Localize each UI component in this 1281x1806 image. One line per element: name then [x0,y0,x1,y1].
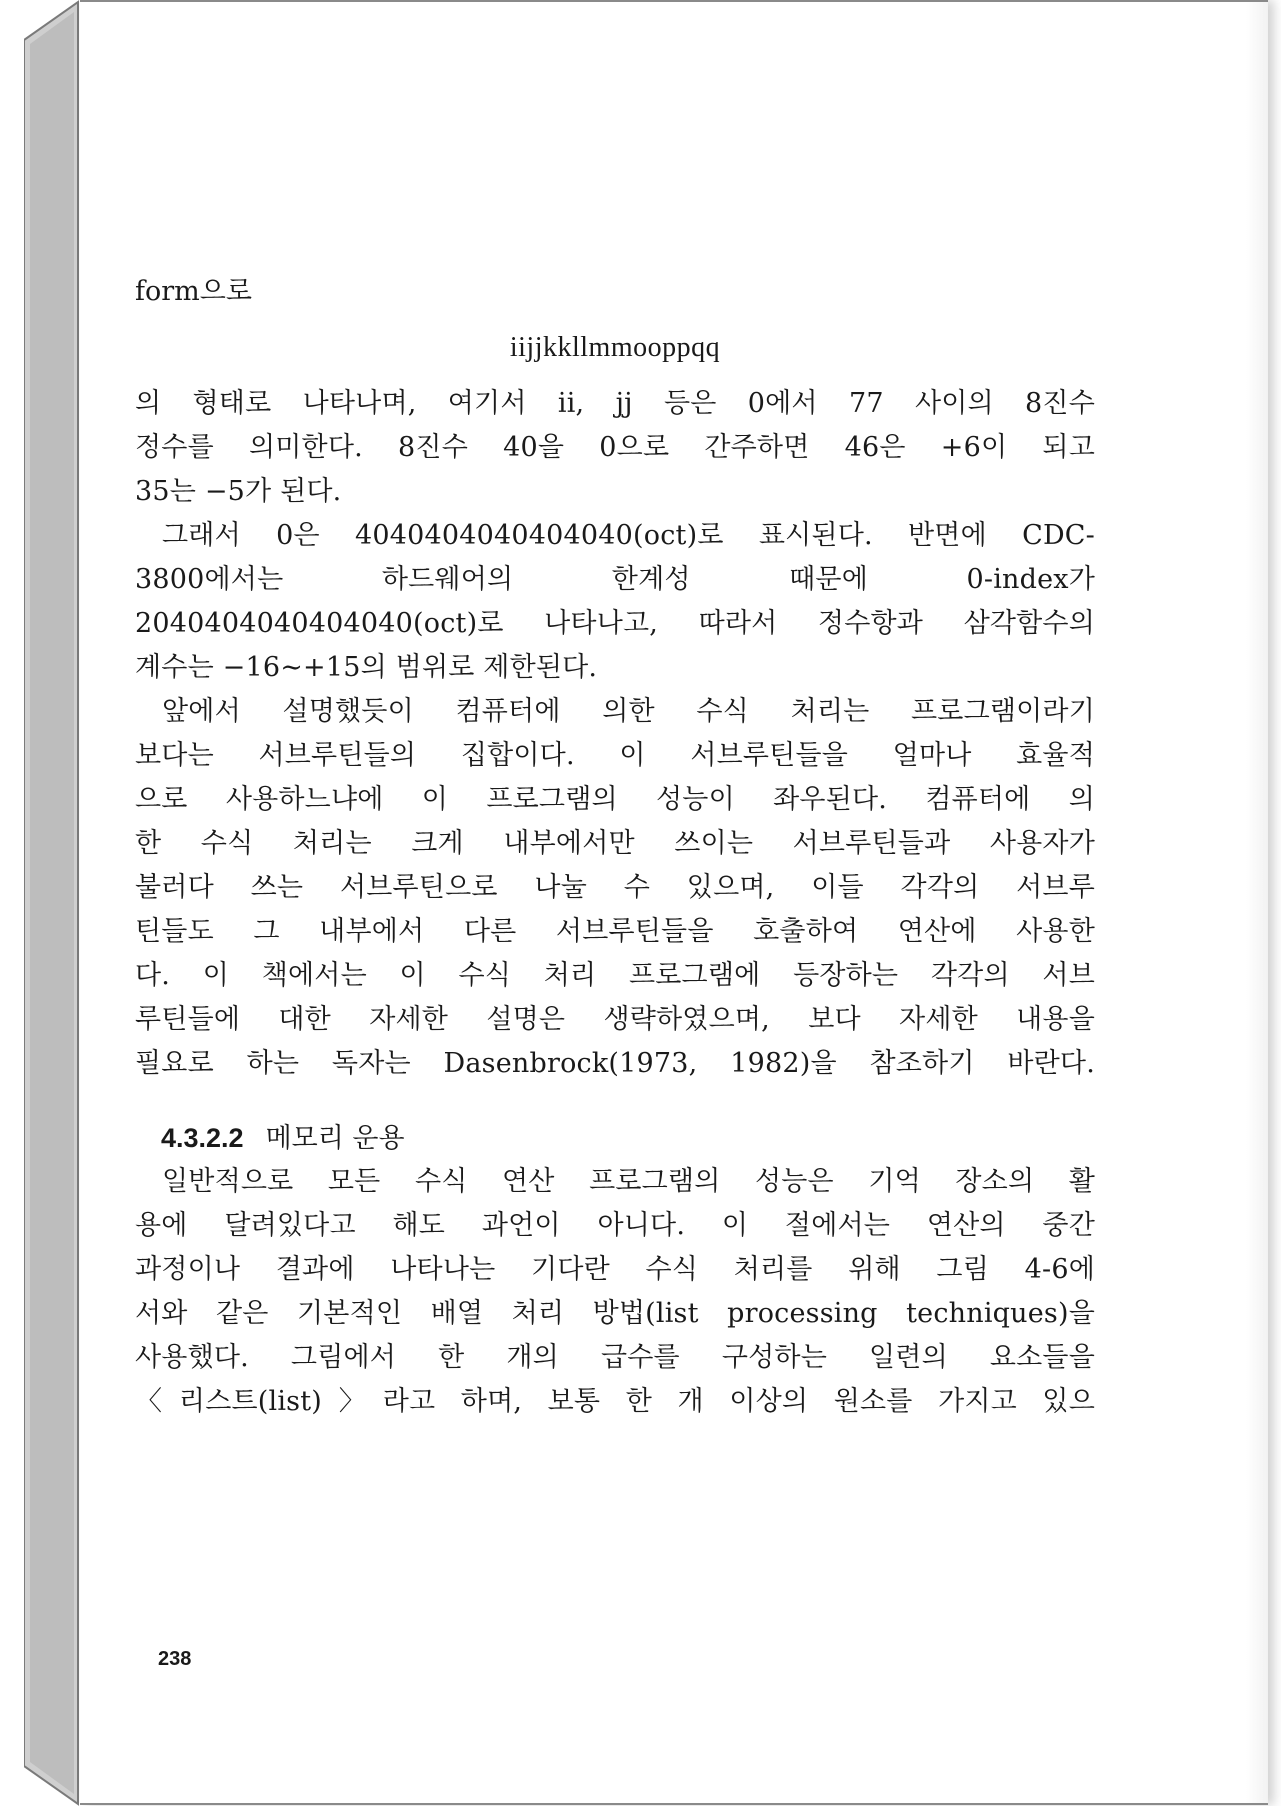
text-line: 틴들도 그 내부에서 다른 서브루틴들을 호출하여 연산에 사용한 [135,916,1095,947]
text-line: 용에 달려있다고 해도 과언이 아니다. 이 절에서는 연산의 중간 [135,1210,1095,1241]
text-line: 루틴들에 대한 자세한 설명은 생략하였으며, 보다 자세한 내용을 [135,1004,1095,1035]
text-line: 한 수식 처리는 크게 내부에서만 쓰이는 서브루틴들과 사용자가 [135,828,1095,859]
text-line: 35는 −5가 된다. [135,476,342,507]
paragraph-subroutines [135,690,1095,1086]
page-content [135,270,1095,1424]
text-line: 보다는 서브루틴들의 집합이다. 이 서브루틴들을 얼마나 효율적 [135,740,1095,771]
section-number: 4.3.2.2 [161,1123,244,1153]
text-line: 의 형태로 나타나며, 여기서 ii, jj 등은 0에서 77 사이의 8진수 [135,388,1095,419]
text-line: 계수는 −16∼+15의 범위로 제한된다. [135,652,598,683]
book-spine [24,0,82,1806]
paragraph-memory [135,1160,1095,1424]
text-line: 과정이나 결과에 나타나는 기다란 수식 처리를 위해 그림 4-6에 [135,1254,1095,1285]
text-line: 필요로 하는 독자는 Dasenbrock(1973, 1982)을 참조하기 바란다. [135,1048,1095,1079]
section-heading [135,1116,1095,1160]
text-line: 으로 사용하느냐에 이 프로그램의 성능이 좌우된다. 컴퓨터에 의 [135,784,1095,815]
paragraph-octal-form [135,382,1095,514]
text-line: 3800에서는 하드웨어의 한계성 때문에 0-index가 [135,564,1095,595]
text-line: 다. 이 책에서는 이 수식 처리 프로그램에 등장하는 각각의 서브 [135,960,1095,991]
text-line: 〈리스트(list)〉라고 하며, 보통 한 개 이상의 원소를 가지고 있으 [135,1386,1095,1417]
text-line: 서와 같은 기본적인 배열 처리 방법(list processing techniques)을 [135,1298,1095,1329]
text-line: 정수를 의미한다. 8진수 40을 0으로 간주하면 46은 +6이 되고 [135,432,1095,463]
text-line: 2040404040404040(oct)로 나타나고, 따라서 정수항과 삼각함수의 [135,608,1095,639]
paragraph-cdc3800 [135,514,1095,690]
text-line: 일반적으로 모든 수식 연산 프로그램의 성능은 기억 장소의 활 [162,1166,1095,1197]
text-line: 사용했다. 그림에서 한 개의 급수를 구성하는 일련의 요소들을 [135,1342,1095,1373]
text-line: 앞에서 설명했듯이 컴퓨터에 의한 수식 처리는 프로그램이라기 [162,696,1095,727]
text-line: 그래서 0은 4040404040404040(oct)로 표시된다. 반면에 CDC- [162,520,1095,551]
page-edge-shadow [1246,2,1268,1803]
text-line: 불러다 쓰는 서브루틴으로 나눌 수 있으며, 이들 각각의 서브루 [135,872,1095,903]
section-title: 메모리 운용 [265,1123,405,1154]
form-pattern: iijjkkllmmooppqq [509,332,721,363]
intro-text: form으로 [135,276,252,307]
page-number: 238 [158,1648,192,1670]
